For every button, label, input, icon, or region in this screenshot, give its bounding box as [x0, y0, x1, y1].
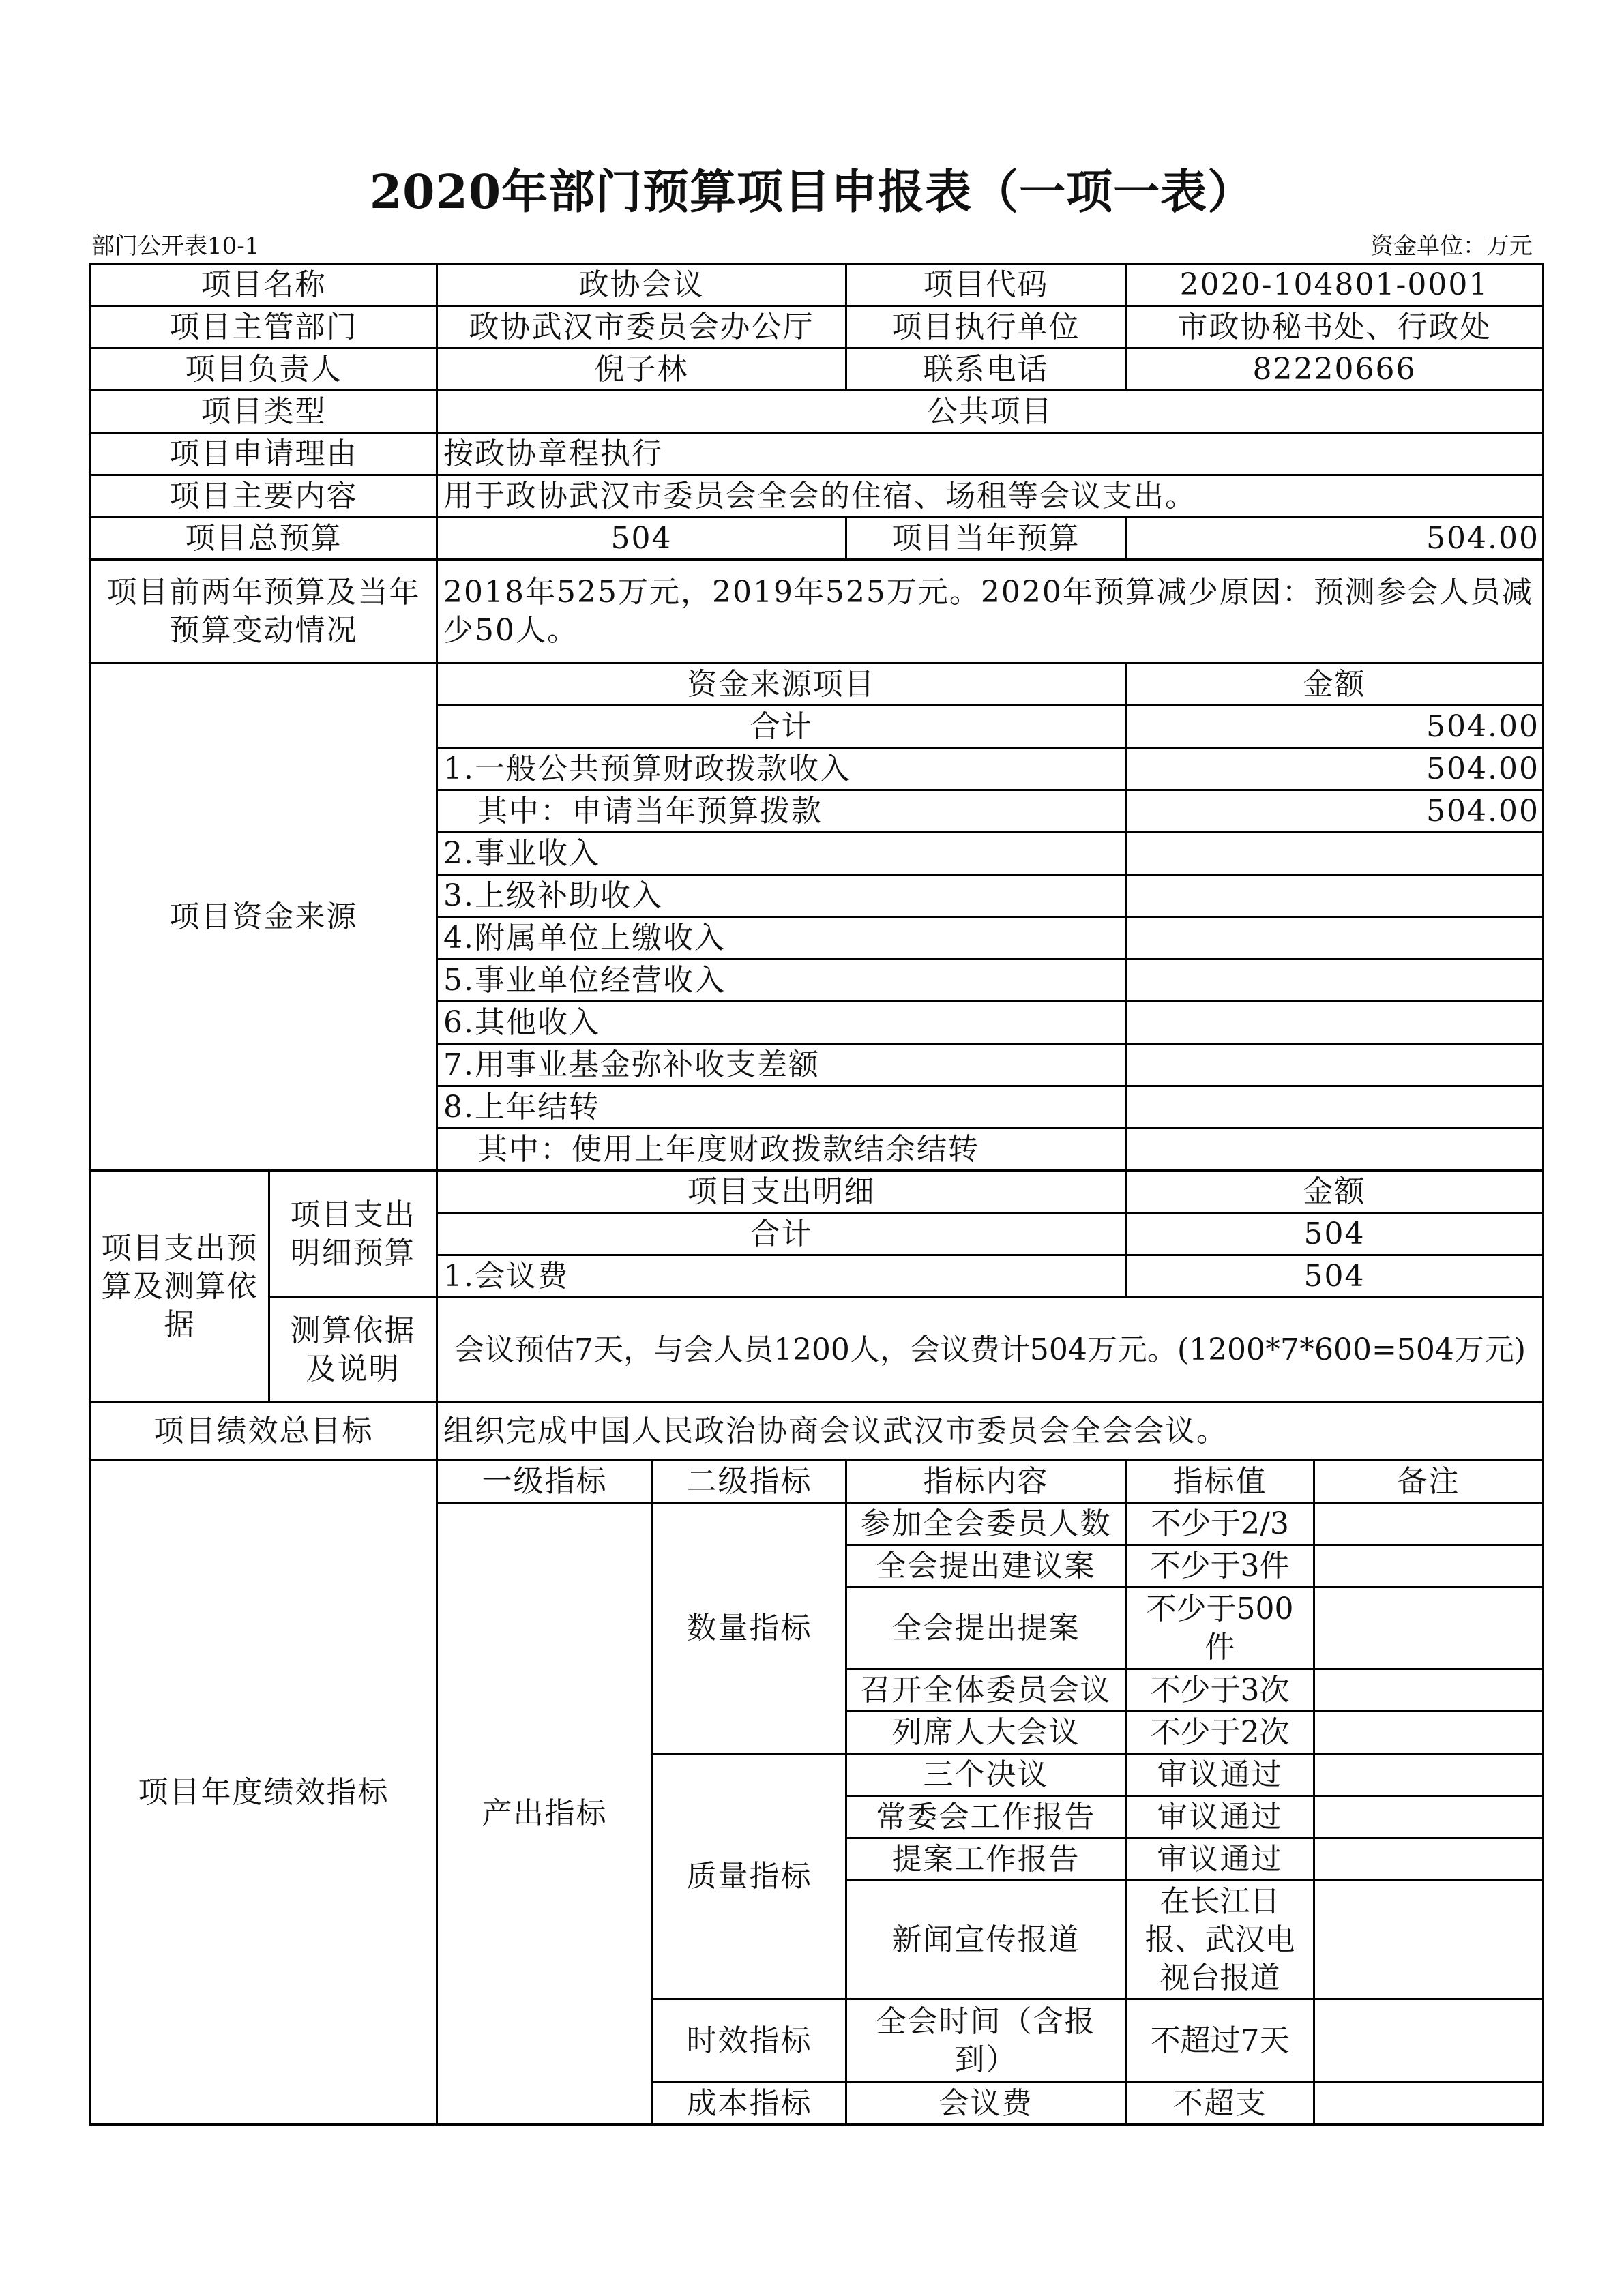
label-funding: 项目资金来源 — [91, 664, 437, 1171]
indicator-note — [1314, 1796, 1544, 1838]
row-project-owner — [91, 348, 1544, 391]
funding-amount — [1126, 1086, 1544, 1129]
value-project-owner: 倪子林 — [437, 348, 846, 391]
funding-item: 5.事业单位经营收入 — [437, 959, 1126, 1002]
indicator-note — [1314, 1503, 1544, 1545]
indicator-content: 列席人大会议 — [846, 1712, 1126, 1754]
indicator-col-level2: 二级指标 — [653, 1461, 846, 1503]
indicator-value: 不少于500件 — [1126, 1587, 1314, 1669]
indicator-content: 全会时间（含报到） — [846, 1999, 1126, 2083]
funding-item: 3.上级补助收入 — [437, 875, 1126, 917]
page-title: 2020年部门预算项目申报表（一项一表） — [369, 165, 1255, 220]
expense-item: 合计 — [437, 1213, 1126, 1255]
label-project-type: 项目类型 — [91, 391, 437, 433]
indicator-content: 参加全会委员人数 — [846, 1503, 1126, 1545]
indicator-note — [1314, 1881, 1544, 1999]
indicator-level1: 产出指标 — [437, 1503, 653, 2125]
form-number: 部门公开表10-1 — [91, 233, 260, 260]
value-project-code: 2020-104801-0001 — [1126, 264, 1544, 306]
funding-col-amount: 金额 — [1126, 664, 1544, 706]
funding-item: 4.附属单位上缴收入 — [437, 917, 1126, 959]
indicator-note — [1314, 1669, 1544, 1712]
label-expense-basis: 测算依据及说明 — [269, 1298, 437, 1403]
row-project-history — [91, 560, 1544, 664]
indicator-col-note: 备注 — [1314, 1461, 1544, 1503]
label-project-name: 项目名称 — [91, 264, 437, 306]
indicator-note — [1314, 1754, 1544, 1796]
indicator-value: 不少于3次 — [1126, 1669, 1314, 1712]
indicator-value: 审议通过 — [1126, 1754, 1314, 1796]
funding-amount — [1126, 1044, 1544, 1086]
indicator-group-quality: 质量指标 — [653, 1754, 846, 1999]
indicator-note — [1314, 1587, 1544, 1669]
funding-amount: 504.00 — [1126, 790, 1544, 833]
fund-unit: 资金单位：万元 — [1370, 233, 1533, 260]
funding-item: 其中：使用上年度财政拨款结余结转 — [437, 1129, 1126, 1171]
funding-header-row — [91, 664, 1544, 706]
funding-item: 1.一般公共预算财政拨款收入 — [437, 748, 1126, 790]
indicator-col-value: 指标值 — [1126, 1461, 1314, 1503]
funding-item: 7.用事业基金弥补收支差额 — [437, 1044, 1126, 1086]
indicator-group-cost: 成本指标 — [653, 2083, 846, 2125]
indicator-note — [1314, 1712, 1544, 1754]
funding-item: 合计 — [437, 706, 1126, 748]
label-project-dept: 项目主管部门 — [91, 306, 437, 348]
value-phone: 82220666 — [1126, 348, 1544, 391]
value-project-type: 公共项目 — [437, 391, 1544, 433]
expense-col-amount: 金额 — [1126, 1171, 1544, 1213]
row-project-total — [91, 518, 1544, 560]
indicator-content: 全会提出提案 — [846, 1587, 1126, 1669]
value-project-reason: 按政协章程执行 — [437, 433, 1544, 475]
value-project-exec: 市政协秘书处、行政处 — [1126, 306, 1544, 348]
funding-col-item: 资金来源项目 — [437, 664, 1126, 706]
indicator-col-level1: 一级指标 — [437, 1461, 653, 1503]
row-project-reason — [91, 433, 1544, 475]
funding-item: 6.其他收入 — [437, 1002, 1126, 1044]
label-project-exec: 项目执行单位 — [846, 306, 1126, 348]
indicator-value: 不少于2/3 — [1126, 1503, 1314, 1545]
indicator-value: 不超支 — [1126, 2083, 1314, 2125]
value-goal: 组织完成中国人民政治协商会议武汉市委员会全会会议。 — [437, 1403, 1544, 1461]
funding-item: 其中：申请当年预算拨款 — [437, 790, 1126, 833]
indicator-col-content: 指标内容 — [846, 1461, 1126, 1503]
value-expense-basis: 会议预估7天，与会人员1200人，会议费计504万元。(1200*7*600=504万元) — [437, 1298, 1544, 1403]
indicator-group-quantity: 数量指标 — [653, 1503, 846, 1754]
funding-amount — [1126, 959, 1544, 1002]
indicator-note — [1314, 1999, 1544, 2083]
indicator-value: 不少于3件 — [1126, 1545, 1314, 1587]
budget-form-table — [89, 263, 1544, 2126]
funding-amount: 504.00 — [1126, 706, 1544, 748]
label-goal: 项目绩效总目标 — [91, 1403, 437, 1461]
funding-amount — [1126, 1129, 1544, 1171]
indicator-value: 在长江日报、武汉电视台报道 — [1126, 1881, 1314, 1999]
funding-amount — [1126, 833, 1544, 875]
funding-amount — [1126, 917, 1544, 959]
label-project-reason: 项目申请理由 — [91, 433, 437, 475]
indicator-note — [1314, 1838, 1544, 1881]
funding-amount: 504.00 — [1126, 748, 1544, 790]
value-project-content: 用于政协武汉市委员会全会的住宿、场租等会议支出。 — [437, 475, 1544, 518]
label-project-year: 项目当年预算 — [846, 518, 1126, 560]
indicator-content: 新闻宣传报道 — [846, 1881, 1126, 1999]
indicator-value: 审议通过 — [1126, 1838, 1314, 1881]
label-expense-detail: 项目支出明细预算 — [269, 1171, 437, 1298]
indicator-note — [1314, 1545, 1544, 1587]
indicator-value: 不少于2次 — [1126, 1712, 1314, 1754]
expense-basis-row — [91, 1298, 1544, 1403]
value-project-dept: 政协武汉市委员会办公厅 — [437, 306, 846, 348]
indicator-note — [1314, 2083, 1544, 2125]
expense-header-row — [91, 1171, 1544, 1213]
funding-item: 8.上年结转 — [437, 1086, 1126, 1129]
value-project-history: 2018年525万元，2019年525万元。2020年预算减少原因：预测参会人员减少50人。 — [437, 560, 1544, 664]
label-project-total: 项目总预算 — [91, 518, 437, 560]
value-project-name: 政协会议 — [437, 264, 846, 306]
indicator-content: 召开全体委员会议 — [846, 1669, 1126, 1712]
row-project-name — [91, 264, 1544, 306]
funding-item: 2.事业收入 — [437, 833, 1126, 875]
indicator-value: 审议通过 — [1126, 1796, 1314, 1838]
indicator-group-timeliness: 时效指标 — [653, 1999, 846, 2083]
expense-amount: 504 — [1126, 1255, 1544, 1298]
label-project-code: 项目代码 — [846, 264, 1126, 306]
indicator-header-row — [91, 1461, 1544, 1503]
indicator-content: 会议费 — [846, 2083, 1126, 2125]
expense-amount: 504 — [1126, 1213, 1544, 1255]
row-project-content — [91, 475, 1544, 518]
value-project-total: 504 — [437, 518, 846, 560]
value-project-year: 504.00 — [1126, 518, 1544, 560]
funding-amount — [1126, 875, 1544, 917]
label-project-history: 项目前两年预算及当年预算变动情况 — [91, 560, 437, 664]
indicator-value: 不超过7天 — [1126, 1999, 1314, 2083]
indicator-content: 常委会工作报告 — [846, 1796, 1126, 1838]
label-expense: 项目支出预算及测算依据 — [91, 1171, 269, 1403]
row-project-dept — [91, 306, 1544, 348]
expense-col-item: 项目支出明细 — [437, 1171, 1126, 1213]
indicator-content: 三个决议 — [846, 1754, 1126, 1796]
goal-row — [91, 1403, 1544, 1461]
label-project-owner: 项目负责人 — [91, 348, 437, 391]
label-indicators: 项目年度绩效指标 — [91, 1461, 437, 2125]
label-project-content: 项目主要内容 — [91, 475, 437, 518]
row-project-type — [91, 391, 1544, 433]
expense-item: 1.会议费 — [437, 1255, 1126, 1298]
funding-amount — [1126, 1002, 1544, 1044]
indicator-content: 全会提出建议案 — [846, 1545, 1126, 1587]
indicator-content: 提案工作报告 — [846, 1838, 1126, 1881]
label-phone: 联系电话 — [846, 348, 1126, 391]
